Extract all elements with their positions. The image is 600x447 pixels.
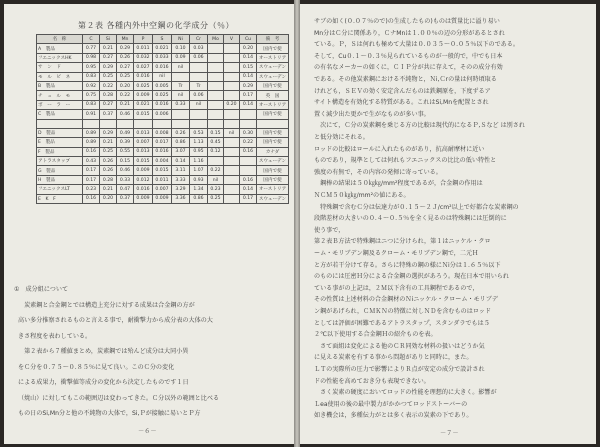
table-header-row	[37, 35, 289, 44]
table-cell: 0.027	[134, 63, 153, 72]
body-text-line: 鋼棒の結果は５０㎏㎏/mm²程度であるが，合金鋼の作用は	[314, 180, 483, 188]
table-cell: 0.16	[83, 194, 100, 203]
table-cell: 0.15	[117, 157, 134, 166]
table-cell: 0.016	[153, 147, 172, 156]
table-cell: 0.27	[117, 63, 134, 72]
table-cell: 0.27	[100, 53, 117, 62]
table-cell: 0.15	[240, 63, 257, 72]
table-row	[37, 110, 289, 119]
table-header-cell: P	[134, 35, 153, 44]
steel-name-cell: C 製品	[37, 110, 83, 119]
table-header-cell: Si	[100, 35, 117, 44]
body-text-line: ドの性能を高めておき分も表現できない。	[314, 377, 430, 385]
table-cell: 0.009	[134, 166, 153, 175]
body-text-line: ＬＴの実際所の圧力で影響によりＲ点が安定の成分で設計され	[314, 366, 485, 373]
table-cell: 0.032	[134, 53, 153, 62]
table-cell: 0.016	[134, 72, 153, 81]
table-cell: 0.30	[240, 128, 257, 137]
steel-name-cell: A 製品	[37, 44, 83, 53]
body-text-line: 強度の有無で，その内容の発揮に寄っている。	[314, 168, 442, 176]
table-cell: 英 国	[257, 91, 289, 100]
table-cell	[190, 110, 208, 119]
table-cell	[134, 119, 153, 128]
table-cell: 0.006	[153, 110, 172, 119]
table-row	[37, 100, 289, 109]
table-cell: 0.26	[172, 128, 190, 137]
table-cell: 0.14	[172, 157, 190, 166]
table-cell: 0.49	[117, 128, 134, 137]
table-cell: 0.015	[134, 110, 153, 119]
table-cell: 1.34	[190, 185, 208, 194]
table-cell: 0.26	[100, 166, 117, 175]
table-cell: 0.017	[153, 138, 172, 147]
steel-name-cell: アトラスタッブ	[37, 157, 83, 166]
left-page	[4, 4, 294, 444]
table-cell: カナダ	[257, 147, 289, 156]
body-text-line: ＮＣＭ５０㎏㎏/mm²の値にある。	[314, 192, 410, 199]
table-body	[37, 44, 289, 204]
table-cell: 0.29	[117, 44, 134, 53]
steel-name-cell: E K F	[37, 194, 83, 203]
table-cell: 0.25	[208, 194, 224, 203]
body-text-line: もの日のSi,Mn分と他の不純物の大体で，Si,Ｐが接触に易いとＰ方	[18, 410, 201, 417]
body-text-line: 置く減少出た更かで生がなものが多い事。	[314, 110, 430, 118]
table-cell: 0.29	[100, 63, 117, 72]
table-cell: 3.29	[172, 185, 190, 194]
table-row	[37, 128, 289, 137]
table-cell: 0.17	[83, 166, 100, 175]
table-cell: 0.33	[117, 175, 134, 184]
table-cell: 0.16	[240, 175, 257, 184]
table-cell	[224, 91, 240, 100]
table-cell: 0.92	[83, 81, 100, 90]
table-cell: 0.83	[83, 72, 100, 81]
table-cell: 0.89	[83, 138, 100, 147]
table-cell: 0.17	[83, 175, 100, 184]
table-cell: 0.21	[100, 44, 117, 53]
table-cell: nil	[208, 175, 224, 184]
table-cell: 0.012	[134, 175, 153, 184]
table-cell: nil	[224, 128, 240, 137]
table-cell	[208, 44, 224, 53]
table-cell	[224, 119, 240, 128]
table-caption: 第２表 各種内外中空鋼の化学成分（％）	[78, 21, 235, 30]
table-cell: 0.43	[83, 157, 100, 166]
table-cell: 0.005	[153, 81, 172, 90]
table-cell	[224, 138, 240, 147]
table-cell: 0.15	[208, 128, 224, 137]
table-cell: 0.013	[134, 128, 153, 137]
table-cell: 0.26	[100, 157, 117, 166]
body-text-line: ーム・モリブデン鋼及るクローム・モリブデン鋼で，二元Ｈ	[314, 250, 479, 257]
table-cell: 3.33	[172, 175, 190, 184]
table-cell	[224, 53, 240, 62]
body-text-line: をＣ分を０.７５〜０.８５％に見て良い。このＣ分の変化	[18, 363, 175, 371]
table-header-cell: 名 称	[37, 35, 83, 44]
table-cell: 0.021	[153, 44, 172, 53]
table-cell	[208, 72, 224, 81]
table-row	[37, 91, 289, 100]
table-cell: オーストリア	[257, 100, 289, 109]
body-text-line: サブの如く(０.０７％ので)の生成したもの)ものは質量比に溢り易い	[314, 18, 500, 25]
body-text-line: による成果力，衝撃値等成分の変化から決定したものです１日	[18, 379, 189, 386]
table-cell	[172, 110, 190, 119]
body-text-line: さて面組は変化による他のＣＲ同効な材料の扱いはどうか気	[314, 342, 485, 350]
table-cell: 0.23	[208, 185, 224, 194]
table-cell: スウェーデン	[257, 157, 289, 166]
table-row	[37, 72, 289, 81]
table-cell	[257, 119, 289, 128]
table-cell: 0.12	[208, 147, 224, 156]
table-row	[37, 53, 289, 62]
page-number-left: －６－	[138, 428, 157, 435]
table-cell: 0.25	[100, 72, 117, 81]
table-cell: 0.06	[190, 53, 208, 62]
table-cell: 3.07	[172, 147, 190, 156]
table-cell: 国内で使	[257, 110, 289, 119]
steel-name-cell: モ ル ビ ネ	[37, 72, 83, 81]
table-cell: 0.28	[100, 91, 117, 100]
steel-name-cell: G 製品	[37, 166, 83, 175]
table-cell: スウェーデン	[257, 194, 289, 203]
table-cell	[190, 119, 208, 128]
table-cell	[240, 110, 257, 119]
table-cell: 0.83	[83, 100, 100, 109]
table-cell: 国内で使	[257, 175, 289, 184]
table-cell: Tr	[172, 81, 190, 90]
table-row	[37, 119, 289, 128]
body-text-line: サイト構造を有効化する特質がある。これはSi,Mnを配置とされ	[314, 99, 489, 107]
body-text-line: 第２表Ｂ方法で特殊鋼はニつに分けられ，第１はニッケル・クロ	[314, 238, 491, 246]
table-cell: 1.13	[190, 138, 208, 147]
table-header-cell: S	[153, 35, 172, 44]
body-text-line: 高い多分推察されるものと言える事で，耐衝撃力から成分表の大体の大	[18, 317, 213, 324]
table-cell: 0.013	[134, 147, 153, 156]
table-cell: nil	[172, 63, 190, 72]
table-cell	[240, 119, 257, 128]
body-text-line: と方が若干分けて存る。さらに特殊の鋼の様にＮi分は１.６５％以下	[314, 261, 501, 269]
steel-name-cell: E 製品	[37, 138, 83, 147]
table-cell: 0.55	[117, 147, 134, 156]
table-header-cell: C	[83, 35, 100, 44]
page-number-right: －７－	[440, 430, 459, 437]
table-cell: オーストリア	[257, 185, 289, 194]
table-cell: 0.021	[134, 100, 153, 109]
body-text-line: と低分効にそれる。	[314, 134, 369, 141]
table-cell	[117, 119, 134, 128]
table-cell: 0.75	[83, 91, 100, 100]
table-cell: 0.007	[134, 138, 153, 147]
table-cell: 0.025	[134, 81, 153, 90]
table-cell: 0.14	[240, 53, 257, 62]
body-text-line: （焼山）に対してもこの範囲辺は変わってきた。Ｃ分以外の範囲と比べる	[18, 394, 220, 402]
table-cell: 0.25	[117, 72, 134, 81]
table-cell	[224, 157, 240, 166]
table-cell: 0.21	[117, 100, 134, 109]
steel-name-cell: B 製品	[37, 81, 83, 90]
table-cell	[224, 63, 240, 72]
table-cell: 0.33	[172, 100, 190, 109]
table-cell: 国内で使	[257, 44, 289, 53]
table-cell	[153, 119, 172, 128]
table-cell: 0.03	[190, 44, 208, 53]
table-cell	[240, 166, 257, 175]
table-cell: 0.37	[117, 194, 134, 203]
table-header-cell: Ni	[172, 35, 190, 44]
table-cell: nil	[172, 91, 190, 100]
body-text-line: 如き機会は，多種伝力がとは多く表示の炭素の下であり。	[314, 412, 473, 420]
body-text-line: に見える炭素を有する事から問題がありと同時に，また。	[314, 354, 473, 362]
table-cell: 0.47	[117, 185, 134, 194]
table-cell: 0.009	[134, 91, 153, 100]
table-cell: 0.53	[190, 128, 208, 137]
body-text-line: ている。Ｐ，Ｓは何れも極めて大量は０.０３５〜０.０５％以下のである。	[314, 41, 519, 49]
table-cell: 0.37	[100, 110, 117, 119]
table-cell: 3.36	[172, 194, 190, 203]
table-header-cell: Mo	[208, 35, 224, 44]
table-cell: 0.95	[190, 147, 208, 156]
table-row	[37, 166, 289, 175]
table-cell: オーストリア	[257, 53, 289, 62]
table-cell: 0.007	[153, 185, 172, 194]
steel-name-cell	[37, 119, 83, 128]
body-text-line: 段階差材の大きいの０.４〜０.５％を全く見るのは特殊鋼には圧倒的に	[314, 215, 507, 223]
table-cell: 0.033	[153, 53, 172, 62]
table-cell: 0.015	[134, 157, 153, 166]
table-cell	[208, 119, 224, 128]
table-cell: 0.22	[100, 81, 117, 90]
steel-name-cell: F 製品	[37, 147, 83, 156]
table-cell: 国内で使	[257, 81, 289, 90]
table-row	[37, 157, 289, 166]
right-page	[300, 4, 596, 444]
table-cell: 0.20	[240, 44, 257, 53]
table-cell: 0.011	[134, 44, 153, 53]
steel-name-cell: サ ン ド	[37, 63, 83, 72]
table-cell: 0.89	[83, 128, 100, 137]
table-header-cell: Cu	[240, 35, 257, 44]
table-cell	[224, 166, 240, 175]
table-cell: 0.21	[100, 185, 117, 194]
table-cell	[190, 72, 208, 81]
table-cell: 0.23	[83, 185, 100, 194]
table-row	[37, 81, 289, 90]
table-cell: 0.29	[240, 81, 257, 90]
body-text-line: 特殊鋼で含むＣ分は伝達力が０.１５〜２Ｊ/cm²以上で好都合な炭素鋼の	[314, 203, 519, 211]
body-text-line: けれども，ＳＥＶの効く安定含んだものは鉄鋼原を，下度ずるア	[314, 87, 491, 95]
steel-name-cell: フエニックスHK	[37, 53, 83, 62]
body-text-line: 使う事で，	[314, 226, 345, 234]
table-cell: 0.26	[117, 53, 134, 62]
table-row	[37, 138, 289, 147]
table-cell: 0.28	[100, 175, 117, 184]
body-text-line: きさ程度を表わしている。	[18, 332, 92, 340]
table-cell: 0.29	[100, 128, 117, 137]
table-cell: 0.009	[153, 194, 172, 203]
body-text-line: ものであり，規準としては何れもフエニックスの比比の低い特性と	[314, 157, 497, 165]
table-cell: 0.17	[240, 91, 257, 100]
table-cell: 0.86	[190, 194, 208, 203]
table-row	[37, 63, 289, 72]
table-cell: 0.22	[117, 91, 134, 100]
body-text-line: さく炭素の硬度においてロッドの性能を理想的に大きく。影響が	[314, 389, 497, 397]
table-cell: 0.22	[208, 166, 224, 175]
table-cell: 0.17	[240, 194, 257, 203]
table-cell: 0.16	[83, 147, 100, 156]
body-text-line: Ｌea使用の後の最中製力がかかつてロッドストーバーの	[314, 400, 468, 408]
table-cell	[190, 63, 208, 72]
table-cell: 0.14	[240, 100, 257, 109]
table-cell: 0.016	[134, 185, 153, 194]
table-cell	[172, 72, 190, 81]
table-cell: 国内で使	[257, 138, 289, 147]
chemical-composition-table	[36, 34, 289, 204]
table-cell	[208, 110, 224, 119]
table-cell: 0.46	[117, 166, 134, 175]
table-cell: 0.20	[224, 100, 240, 109]
table-cell	[208, 100, 224, 109]
table-header-cell: Cr	[190, 35, 208, 44]
table-cell	[224, 194, 240, 203]
table-cell: 0.16	[240, 147, 257, 156]
table-cell	[172, 119, 190, 128]
table-cell	[83, 119, 100, 128]
table-cell	[224, 44, 240, 53]
steel-name-cell: ボ ー ラ ー	[37, 100, 83, 109]
table-cell: 0.21	[100, 138, 117, 147]
table-cell: 0.98	[83, 53, 100, 62]
table-cell	[208, 157, 224, 166]
table-cell	[224, 147, 240, 156]
table-row	[37, 175, 289, 184]
body-text-line: 炭素鋼と合金鋼とでは構造上充分に対する成果は合金鋼の方が	[18, 301, 195, 309]
table-cell: 0.09	[172, 53, 190, 62]
table-cell: 0.011	[153, 175, 172, 184]
table-cell: 0.77	[83, 44, 100, 53]
table-cell: 1.16	[190, 157, 208, 166]
table-cell: 0.015	[153, 166, 172, 175]
table-cell	[224, 185, 240, 194]
table-header-cell: V	[224, 35, 240, 44]
table-cell: 0.016	[153, 100, 172, 109]
table-row	[37, 44, 289, 53]
table-cell: スウェーデン	[257, 63, 289, 72]
table-cell	[224, 110, 240, 119]
table-cell: 3.11	[172, 166, 190, 175]
table-cell: 0.025	[153, 91, 172, 100]
table-cell	[224, 72, 240, 81]
table-cell: Tr	[190, 81, 208, 90]
table-cell	[100, 119, 117, 128]
body-text-line: 次にて，Ｃ分の炭素鋼を乗じる方の比較は現代的になるＰ,Ｓなど は別され	[314, 122, 525, 130]
steel-name-cell: H 製品	[37, 175, 83, 184]
body-text-line: である。その他炭素鋼における不純物と，Ｎi,Ｃrの量は何時頃取る	[314, 76, 497, 83]
body-text-line: そして，Cu０.１〜０.３％見られているものが一般的で，中でも日本	[314, 52, 503, 60]
table-cell: 0.20	[100, 194, 117, 203]
table-cell	[208, 91, 224, 100]
table-row	[37, 185, 289, 194]
steel-name-cell: フエニックスLT	[37, 185, 83, 194]
table-cell	[208, 81, 224, 90]
body-text-line: その性質は上述材料の合金鋼材のＮiニッケル・クローム・モリブデ	[314, 296, 498, 304]
table-cell: 0.91	[83, 110, 100, 119]
table-cell	[208, 63, 224, 72]
table-cell: 0.14	[240, 72, 257, 81]
table-cell: 0.009	[134, 194, 153, 203]
table-row	[37, 194, 289, 203]
body-text-line: ン鋼があげられ，ＣＭＫＮの特徴に対しＮＤを含むものはロッド	[314, 308, 491, 315]
table-row	[37, 147, 289, 156]
table-cell: 0.27	[100, 100, 117, 109]
body-text-line: ロッドの比較はロールに入れたものがあり，抗高耐摩材に近い	[314, 145, 485, 153]
table-cell: 0.06	[190, 91, 208, 100]
table-cell: 国内で使	[257, 166, 289, 175]
body-text-line: の有名なメーカーの如くに，ＣＩＰ分が共に存えて，そのの成分有効	[314, 64, 503, 72]
table-cell	[208, 53, 224, 62]
table-cell: 0.10	[172, 44, 190, 53]
steel-name-cell: D 製品	[37, 128, 83, 137]
table-header-cell: Mn	[117, 35, 134, 44]
table-cell: スウェーデン	[257, 72, 289, 81]
table-cell: 0.016	[153, 63, 172, 72]
table-cell: 国内で使	[257, 128, 289, 137]
table-cell: 0.45	[208, 138, 224, 147]
table-cell: 0.14	[240, 185, 257, 194]
table-cell: 0.86	[172, 138, 190, 147]
body-text-line: としては評価が困難であるアトラスタップ，スタンダラでもは５	[314, 319, 490, 327]
table-cell: 0.39	[117, 138, 134, 147]
table-cell: 0.25	[100, 147, 117, 156]
steel-name-cell: チ ュ ル モ	[37, 91, 83, 100]
body-text-line: ている事がの上記は，２Ｍ以下含有の工具鋼程であるので，	[314, 284, 479, 292]
table-cell: 0.008	[153, 128, 172, 137]
body-text-line: ① 成分組について	[14, 286, 69, 293]
table-cell: 0.004	[153, 157, 172, 166]
table-cell	[224, 81, 240, 90]
table-cell: 1.07	[190, 166, 208, 175]
body-text-line: のものには圧密Ｈ分による合金鋼の選択があろう。現在日本で用いられ	[314, 273, 509, 281]
table-cell: 0.93	[190, 175, 208, 184]
table-cell: nil	[190, 100, 208, 109]
body-text-line: ２℃以下使用する合金鋼Ｈの紹介ものを表。	[314, 331, 437, 339]
table-cell: 0.95	[83, 63, 100, 72]
table-cell	[224, 175, 240, 184]
table-cell	[240, 157, 257, 166]
table-cell: 0.46	[117, 110, 134, 119]
body-text-line: Mn分はＣ分に関係あり，ＣナMnは１.００％の辺の分形があるとされ	[314, 29, 505, 37]
table-header-cell: 備 考	[257, 35, 289, 44]
table-cell: 0.20	[117, 81, 134, 90]
table-cell: 0.22	[240, 138, 257, 147]
table-cell: nil	[153, 72, 172, 81]
body-text-line: 第２表から７種値まとめ，炭素鋼では殆んど成分は大同小異	[18, 348, 189, 355]
